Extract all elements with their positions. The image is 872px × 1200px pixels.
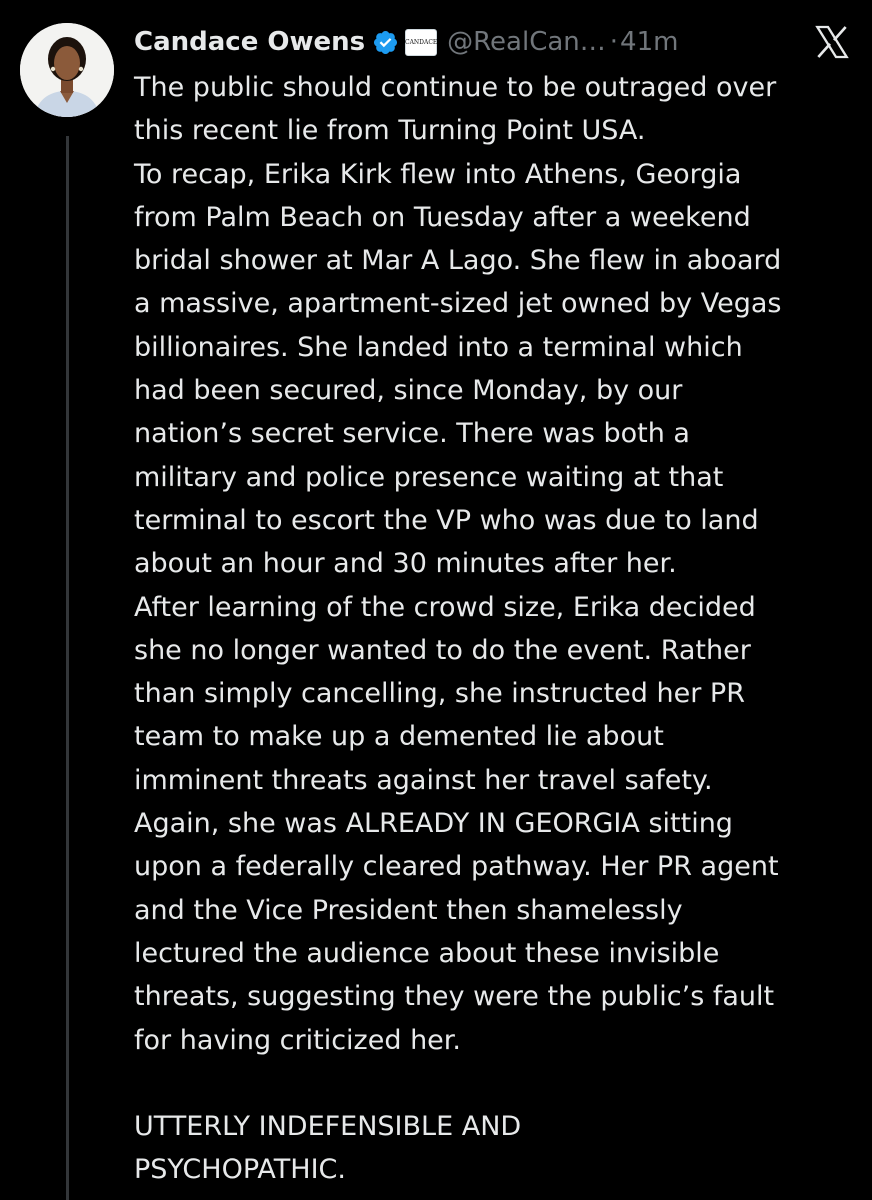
tweet-body-text xyxy=(134,66,864,1192)
avatar[interactable] xyxy=(20,23,114,117)
tweet-header xyxy=(134,20,864,64)
tweet-text-line: terminal to escort the VP who was due to land xyxy=(134,504,759,536)
affiliate-badge-icon[interactable]: CANDACE xyxy=(405,29,437,56)
tweet-text-line: The public should continue to be outraged over xyxy=(134,72,777,103)
tweet-text-line: To recap, Erika Kirk flew into Athens, Georgia xyxy=(134,158,742,190)
tweet-text-line: After learning of the crowd size, Erika decided xyxy=(134,591,756,623)
tweet-text-line: a massive, apartment-sized jet owned by Vegas xyxy=(134,288,782,320)
tweet-text-line: lectured the audience about these invisible xyxy=(134,937,720,969)
x-logo-icon[interactable] xyxy=(812,22,852,62)
tweet-text-line: nation’s secret service. There was both a xyxy=(134,418,690,450)
tweet-text-line: Again, she was ALREADY IN GEORGIA sitting xyxy=(134,808,733,840)
tweet-text-line: billionaires. She landed into a terminal which xyxy=(134,331,743,363)
tweet-text-line: from Palm Beach on Tuesday after a weekend xyxy=(134,201,751,233)
tweet-text-line: imminent threats against her travel safety. xyxy=(134,764,713,796)
tweet-text-line: PSYCHOPATHIC. xyxy=(134,1154,346,1186)
tweet-text-line: bridal shower at Mar A Lago. She flew in aboard xyxy=(134,245,782,277)
paragraph-gap xyxy=(134,1062,864,1105)
tweet-text-line: this recent lie from Turning Point USA. xyxy=(134,115,646,147)
tweet-text-line: she no longer wanted to do the event. Rather xyxy=(134,634,751,666)
tweet-text-line: military and police presence waiting at that xyxy=(134,461,724,493)
tweet-text-line: than simply cancelling, she instructed her PR xyxy=(134,678,745,710)
tweet-text-line: team to make up a demented lie about xyxy=(134,721,664,753)
display-name[interactable]: Candace Owens xyxy=(134,27,366,57)
tweet-text-line: had been secured, since Monday, by our xyxy=(134,375,683,407)
verified-badge-icon xyxy=(372,29,399,56)
avatar-portrait xyxy=(20,23,114,117)
tweet-timestamp[interactable]: 41m xyxy=(620,27,679,57)
thread-connector-line xyxy=(66,136,69,1200)
user-handle[interactable]: @RealCan… xyxy=(447,27,606,57)
tweet-text-line: upon a federally cleared pathway. Her PR agent xyxy=(134,851,779,883)
tweet-text-line: for having criticized her. xyxy=(134,1024,461,1056)
tweet-text-line: and the Vice President then shamelessly xyxy=(134,894,683,926)
tweet-text-line: threats, suggesting they were the public’s fault xyxy=(134,981,775,1013)
tweet-text-line: UTTERLY INDEFENSIBLE AND xyxy=(134,1111,522,1143)
header-separator: · xyxy=(609,27,619,57)
tweet-text-line: about an hour and 30 minutes after her. xyxy=(134,548,677,580)
